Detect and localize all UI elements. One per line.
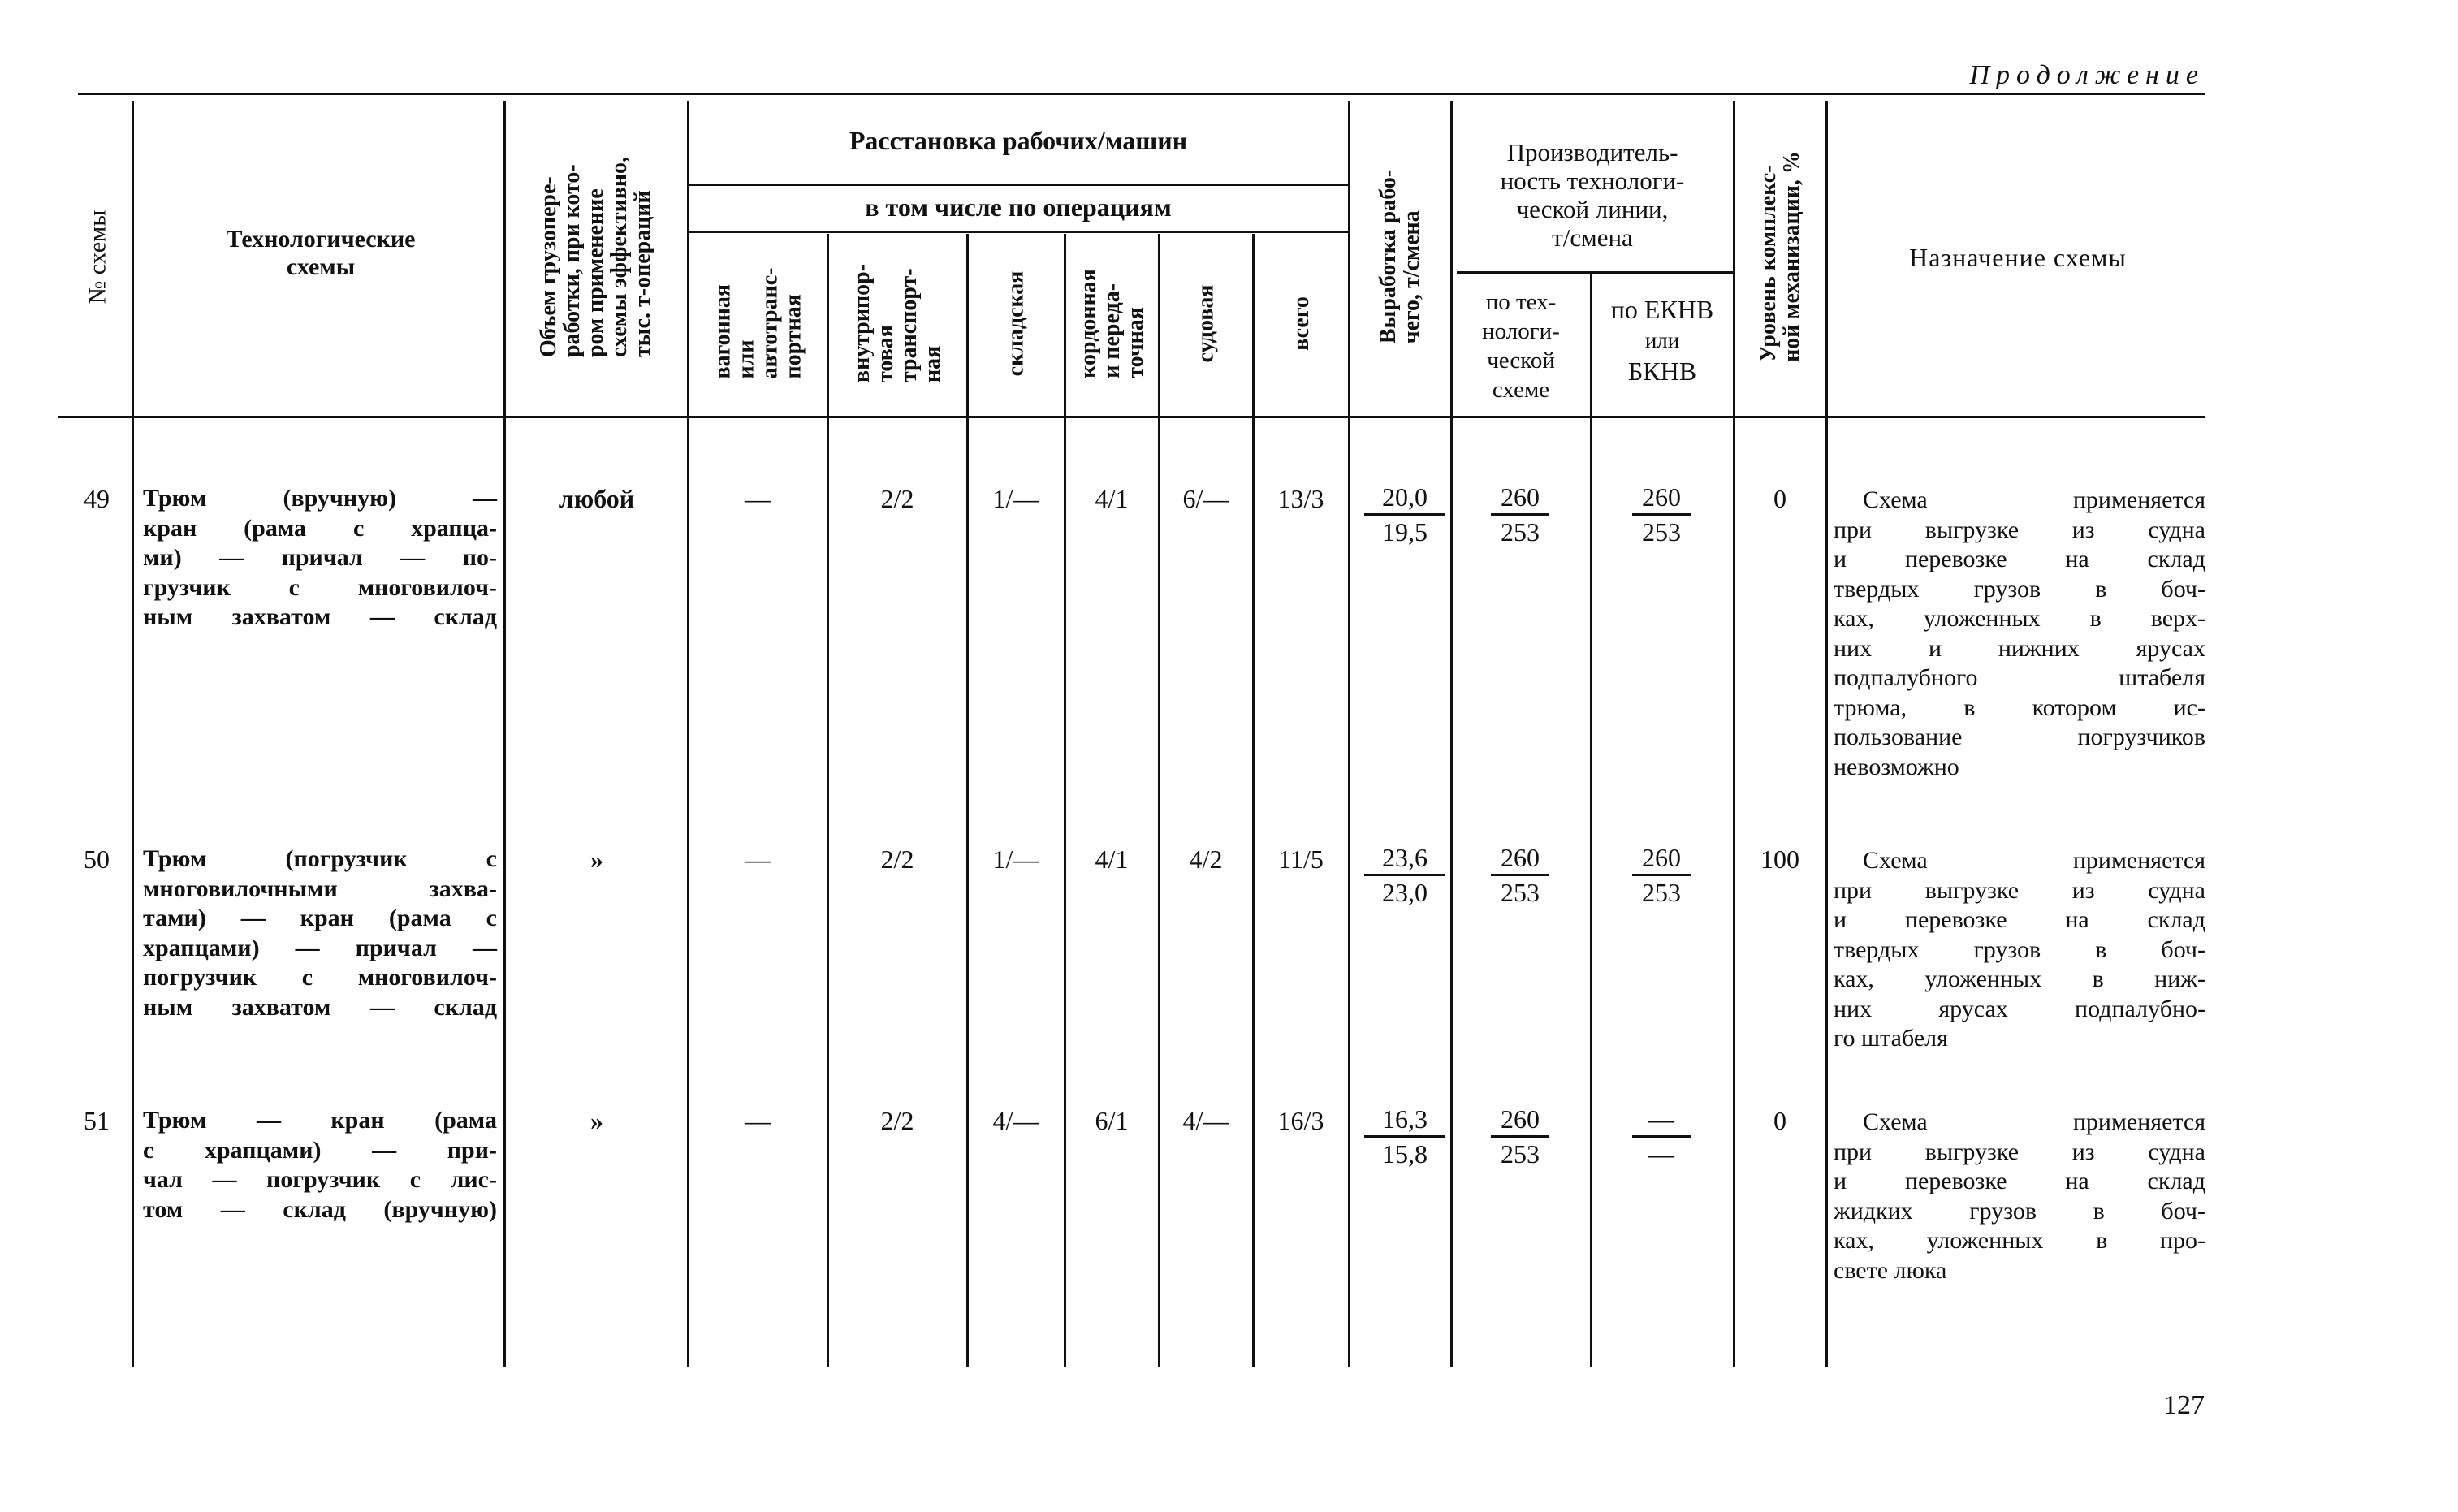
wagon-value: — <box>745 1106 771 1135</box>
header-productivity: Производитель- ность технологи- ческой линии, т/смена <box>1500 138 1685 252</box>
col-divider <box>966 234 969 1367</box>
col-divider <box>827 234 829 1367</box>
total-value: 16/3 <box>1277 1106 1324 1135</box>
purpose-text: Схема применяется при выгрузке из судна и перевозке на склад твердых грузов в боч- ках, уложенных в ниж- них ярусах подпалубно- го штабеля <box>1834 847 2205 1052</box>
header-total: всего <box>1288 296 1314 351</box>
col-divider <box>1450 101 1453 1367</box>
header-by-operations: в том числе по операциям <box>865 192 1172 222</box>
ekhv-productivity-fraction: — — <box>1632 1103 1691 1170</box>
operations-subrule <box>689 231 1348 233</box>
col-divider <box>1064 234 1066 1367</box>
continuation-label: Продолжение <box>1969 60 2205 90</box>
volume-value: » <box>590 1106 603 1135</box>
col-divider <box>687 101 689 1367</box>
col-divider <box>1252 234 1255 1367</box>
purpose-text: Схема применяется при выгрузке из судна и перевозке на склад твердых грузов в боч- ках, уложенных в верх- них и нижних ярусах подпалубного штабеля трюма, в котором ис- пользование погрузчиков невозможно <box>1834 486 2205 780</box>
header-by-ekhv: по ЕКНВ или БКНВ <box>1610 295 1714 386</box>
output-fraction: $\frac{20,0}{19,5}$ <box>1364 481 1445 548</box>
col-divider <box>1825 101 1828 1367</box>
volume-value: » <box>590 845 603 874</box>
ekhv-productivity-fraction: $\frac{260}{253}$ <box>1632 481 1691 548</box>
total-value: 13/3 <box>1277 484 1324 513</box>
warehouse-value: 1/— <box>992 484 1039 513</box>
col-divider <box>132 101 134 1367</box>
tech-productivity-fraction: $\frac{260}{253}$ <box>1491 1103 1549 1170</box>
internal-value: 2/2 <box>880 484 914 513</box>
placement-subrule <box>689 184 1348 186</box>
warehouse-value: 1/— <box>992 845 1039 874</box>
total-value: 11/5 <box>1278 845 1324 874</box>
table-top-rule <box>78 93 2205 95</box>
scheme-text: Трюм (погрузчик с многовилочными захва- тами) — кран (рама с храпцами) — причал — погрузчик с многовилоч- ным захватом — склад <box>143 845 497 1021</box>
header-bottom-rule <box>58 416 2205 418</box>
row-number: 51 <box>84 1106 110 1135</box>
ship-value: 6/— <box>1182 484 1229 513</box>
mechanization-value: 100 <box>1760 845 1799 874</box>
header-placement: Расстановка рабочих/машин <box>849 126 1188 155</box>
page-number: 127 <box>2163 1390 2205 1420</box>
header-volume: Объем грузопере- работки, при кото- ром применение схемы эффективно, тыс. т-операций <box>536 156 656 357</box>
header-output: Выработка рабо- чего, т/смена <box>1376 169 1424 344</box>
ship-value: 4/2 <box>1189 845 1223 874</box>
volume-value: любой <box>559 484 635 513</box>
ship-value: 4/— <box>1182 1106 1229 1135</box>
ekhv-productivity-fraction: $\frac{260}{253}$ <box>1632 841 1691 909</box>
header-wagon: вагонная или автотранс- портная <box>710 267 806 379</box>
row-number: 50 <box>84 845 110 874</box>
header-tech-schemes: Технологические схемы <box>226 226 416 280</box>
kordon-value: 4/1 <box>1095 484 1129 513</box>
header-purpose: Назначение схемы <box>1909 243 2127 272</box>
header-ship: судовая <box>1193 283 1219 363</box>
header-warehouse: складская <box>1003 270 1029 376</box>
productivity-subrule <box>1457 271 1733 274</box>
col-divider <box>1590 274 1592 1367</box>
header-internal: внутрипор- товая транспорт- ная <box>849 263 945 383</box>
mechanization-value: 0 <box>1773 484 1786 513</box>
mechanization-value: 0 <box>1773 1106 1786 1135</box>
warehouse-value: 4/— <box>992 1106 1039 1135</box>
wagon-value: — <box>745 484 771 513</box>
row-number: 49 <box>84 484 110 513</box>
header-no: № схемы <box>84 210 111 304</box>
purpose-text: Схема применяется при выгрузке из судна и перевозке на склад жидких грузов в боч- ках, уложенных в про- свете люка <box>1834 1108 2205 1284</box>
header-mechanization: Уровень комплекс- ной механизации, % <box>1756 151 1805 362</box>
output-fraction: $\frac{23,6}{23,0}$ <box>1364 841 1445 909</box>
col-divider <box>1158 234 1160 1367</box>
scheme-text: Трюм (вручную) — кран (рама с храпца- ми) — причал — по- грузчик с многовилоч- ным захватом — склад <box>143 485 497 630</box>
header-by-tech: по тех- нологи- ческой схеме <box>1482 289 1560 403</box>
col-divider <box>503 101 506 1367</box>
scheme-text: Трюм — кран (рама с храпцами) — при- чал — погрузчик с лис- том — склад (вручную) <box>143 1107 497 1223</box>
tech-productivity-fraction: $\frac{260}{253}$ <box>1491 481 1549 548</box>
output-fraction: $\frac{16,3}{15,8}$ <box>1364 1103 1445 1170</box>
internal-value: 2/2 <box>880 1106 914 1135</box>
header-kordon: кордонная и переда- точная <box>1075 268 1148 378</box>
tech-productivity-fraction: $\frac{260}{253}$ <box>1491 841 1549 909</box>
kordon-value: 4/1 <box>1095 845 1129 874</box>
kordon-value: 6/1 <box>1095 1106 1129 1135</box>
col-divider <box>1733 101 1735 1367</box>
wagon-value: — <box>745 845 771 874</box>
col-divider <box>1348 101 1350 1367</box>
internal-value: 2/2 <box>880 845 914 874</box>
